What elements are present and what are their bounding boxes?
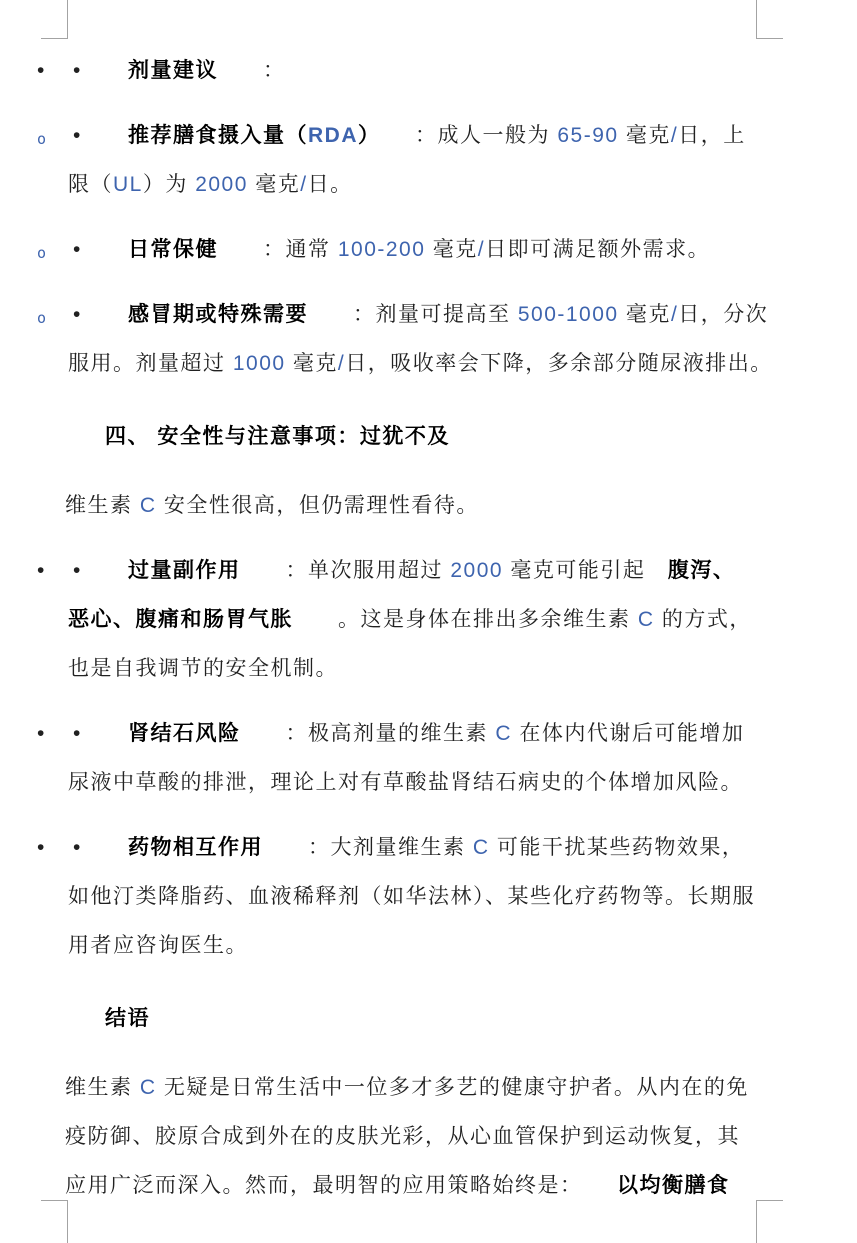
- text-line: [0, 225, 857, 274]
- text-run: 1000: [232, 352, 286, 375]
- bullet-paragraph: [0, 46, 857, 95]
- text-line: [0, 595, 857, 644]
- text-run: 日常保健: [128, 238, 218, 261]
- text-run: 通常: [285, 238, 338, 261]
- dot-bullet-icon: •: [37, 59, 45, 82]
- body-paragraph: [0, 1063, 857, 1210]
- text-run: 如他汀类降脂药、血液稀释剂（如华法林）、某些化疗药物等。长期服: [68, 885, 755, 908]
- body-paragraph: [0, 481, 857, 530]
- dot-bullet-icon: •: [37, 836, 45, 859]
- text-run: 日，分次: [678, 303, 769, 326]
- text-run: 毫克: [285, 352, 338, 375]
- text-run: RDA: [308, 124, 358, 147]
- text-run: 毫克: [425, 238, 478, 261]
- text-run: 日，吸收率会下降，多余部分随尿液排出。: [345, 352, 773, 375]
- text-line: [0, 290, 857, 339]
- circle-bullet-icon: o: [37, 130, 47, 148]
- dot-bullet-icon: •: [73, 722, 81, 745]
- heading-paragraph: [0, 412, 857, 461]
- text-run: 。这是身体在排出多余维生素: [338, 608, 638, 631]
- text-line: [0, 546, 857, 595]
- bullet-paragraph: [0, 546, 857, 693]
- text-run: 日即可满足额外需求。: [485, 238, 711, 261]
- text-run: C: [472, 836, 490, 859]
- margin-crop-mark-top-right: [756, 0, 783, 39]
- text-run: 限（: [68, 173, 113, 196]
- dot-bullet-icon: •: [73, 59, 81, 82]
- text-run: /: [337, 352, 346, 375]
- dot-bullet-icon: •: [73, 559, 81, 582]
- text-line: [0, 1161, 857, 1210]
- text-run: 在体内代谢后可能增加: [512, 722, 745, 745]
- text-run: 结语: [105, 1007, 150, 1030]
- text-run: /: [670, 124, 679, 147]
- text-run: 极高剂量的维生素: [308, 722, 496, 745]
- dot-bullet-icon: •: [37, 559, 45, 582]
- text-run: 药物相互作用: [128, 836, 263, 859]
- text-run: [572, 1174, 617, 1197]
- text-run: 剂量建议: [128, 59, 218, 82]
- circle-bullet-icon: o: [37, 244, 47, 262]
- text-run: 可能干扰某些药物效果，: [489, 836, 745, 859]
- text-run: 无疑是日常生活中一位多才多艺的健康守护者。从内在的免: [156, 1076, 749, 1099]
- text-run: 2000: [450, 559, 504, 582]
- text-line: [0, 481, 857, 530]
- text-line: [0, 872, 857, 921]
- text-run: C: [637, 608, 655, 631]
- text-run: UL: [113, 173, 143, 196]
- text-run: 用者应咨询医生。: [68, 934, 248, 957]
- text-run: 四、 安全性与注意事项：过犹不及: [105, 425, 450, 448]
- text-run: ：: [370, 124, 438, 147]
- text-run: 500-1000: [517, 303, 619, 326]
- text-run: 剂量可提高至: [375, 303, 518, 326]
- text-run: 应用广泛而深入。然而，最明智的应用策略始终是：: [65, 1174, 572, 1197]
- text-run: 服用。剂量超过: [68, 352, 233, 375]
- text-run: /: [300, 173, 308, 196]
- text-line: [0, 111, 857, 160]
- text-line: [0, 709, 857, 758]
- text-run: 单次服用超过: [308, 559, 451, 582]
- text-run: ：: [218, 238, 286, 261]
- text-run: 毫克可能引起: [503, 559, 646, 582]
- text-run: 腹泻、: [667, 559, 736, 582]
- dot-bullet-icon: •: [73, 238, 81, 261]
- text-line: [0, 758, 857, 807]
- heading-paragraph: [0, 994, 857, 1043]
- text-line: [0, 644, 857, 693]
- text-run: 也是自我调节的安全机制。: [68, 657, 338, 680]
- text-run: C: [139, 494, 157, 517]
- text-run: 维生素: [65, 494, 140, 517]
- text-run: ：: [263, 836, 331, 859]
- text-run: 恶心、腹痛和肠胃气胀: [68, 608, 293, 631]
- text-line: [0, 412, 857, 461]
- text-run: 成人一般为: [437, 124, 558, 147]
- text-run: 毫克: [618, 124, 671, 147]
- text-run: 感冒期或特殊需要: [128, 303, 308, 326]
- text-run: 毫克: [618, 303, 671, 326]
- text-run: ）为: [142, 173, 196, 196]
- text-run: 尿液中草酸的排泄，理论上对有草酸盐肾结石病史的个体增加风险。: [68, 771, 743, 794]
- text-run: 大剂量维生素: [330, 836, 473, 859]
- text-run: /: [670, 303, 679, 326]
- bullet-paragraph: [0, 290, 857, 388]
- text-line: [0, 46, 857, 95]
- text-run: 2000: [195, 173, 248, 196]
- dot-bullet-icon: •: [73, 303, 81, 326]
- text-run: 过量副作用: [128, 559, 241, 582]
- text-run: /: [477, 238, 486, 261]
- text-run: 65-90: [557, 124, 619, 147]
- bullet-paragraph: [0, 823, 857, 970]
- text-line: [0, 1063, 857, 1112]
- text-run: 的方式，: [654, 608, 752, 631]
- text-run: 日。: [307, 173, 353, 196]
- text-run: 以均衡膳食: [617, 1174, 730, 1197]
- bullet-paragraph: [0, 225, 857, 274]
- text-run: ）: [358, 124, 370, 147]
- text-run: C: [495, 722, 513, 745]
- text-run: 推荐膳食摄入量（: [128, 124, 308, 147]
- text-run: 维生素: [65, 1076, 140, 1099]
- text-run: ：: [240, 559, 308, 582]
- text-run: ：: [240, 722, 308, 745]
- text-run: [293, 608, 338, 631]
- text-run: 疫防御、胶原合成到外在的皮肤光彩，从心血管保护到运动恢复，其: [65, 1125, 740, 1148]
- text-run: 肾结石风险: [128, 722, 241, 745]
- text-line: [0, 339, 857, 388]
- margin-crop-mark-top-left: [41, 0, 68, 39]
- circle-bullet-icon: o: [37, 309, 47, 327]
- bullet-paragraph: [0, 111, 857, 209]
- text-run: C: [139, 1076, 157, 1099]
- text-run: ：: [218, 59, 286, 82]
- document-content: [0, 46, 857, 1210]
- text-line: [0, 994, 857, 1043]
- text-run: ：: [308, 303, 376, 326]
- text-line: [0, 823, 857, 872]
- text-run: 毫克: [247, 173, 301, 196]
- text-run: [645, 559, 668, 582]
- dot-bullet-icon: •: [73, 124, 81, 147]
- dot-bullet-icon: •: [73, 836, 81, 859]
- dot-bullet-icon: •: [37, 722, 45, 745]
- text-run: 日，上: [678, 124, 746, 147]
- text-line: [0, 1112, 857, 1161]
- bullet-paragraph: [0, 709, 857, 807]
- text-run: 安全性很高，但仍需理性看待。: [156, 494, 479, 517]
- text-line: [0, 921, 857, 970]
- text-run: 100-200: [337, 238, 426, 261]
- text-line: [0, 160, 857, 209]
